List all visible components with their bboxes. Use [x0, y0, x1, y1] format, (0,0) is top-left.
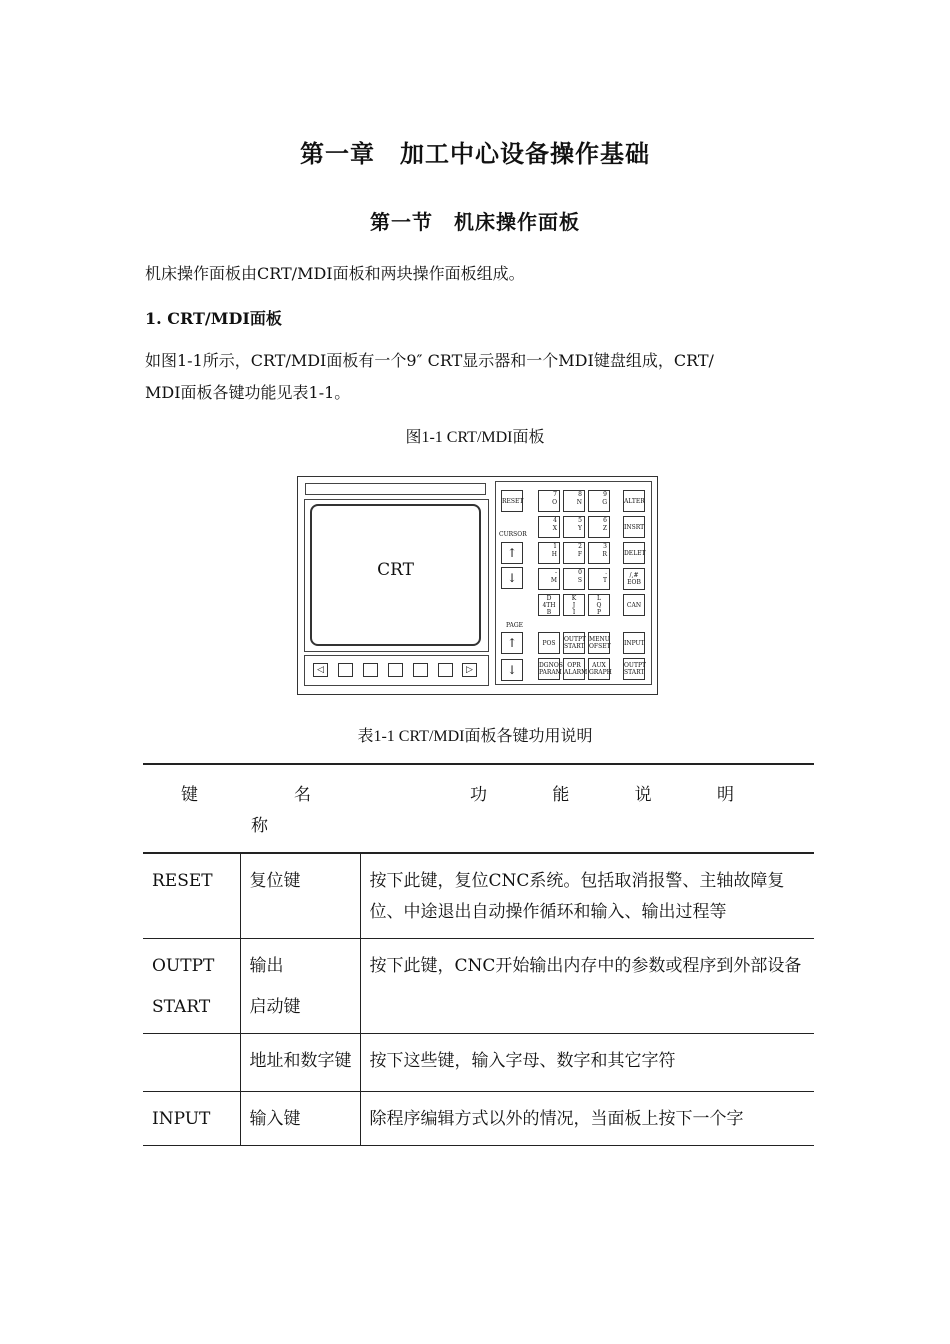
crt-label: CRT — [377, 560, 414, 580]
page-label: PAGE — [506, 622, 523, 629]
cell-key: INPUT — [152, 1109, 211, 1129]
key-k-j-i: K J I — [563, 594, 585, 616]
cell-key — [143, 1034, 240, 1092]
dgnos-param-key: DGNOS PARAM — [538, 658, 560, 680]
opr-alarm-key: OPR ALARM — [563, 658, 585, 680]
table-row — [143, 939, 814, 1034]
key-minus-m: - M — [538, 568, 560, 590]
soft-key — [413, 663, 428, 677]
table-header-row — [143, 764, 814, 853]
menu-ofset-key: MENU OFSET — [588, 632, 610, 654]
cell-desc: 除程序编辑方式以外的情况，当面板上按下一个字 — [360, 1092, 814, 1146]
eob-key: /,# EOB — [623, 568, 645, 590]
body-line-2: MDI面板各键功能见表1-1。 — [145, 383, 351, 402]
cell-name: 输入键 — [240, 1092, 360, 1146]
cell-desc: 按下这些键，输入字母、数字和其它字符 — [360, 1034, 814, 1092]
table-caption: 表1-1 CRT/MDI面板各键功用说明 — [357, 728, 593, 745]
key-4-x: 4 X — [538, 516, 560, 538]
aux-graph-key: AUX GRAPH — [588, 658, 610, 680]
key-1-h: 1 H — [538, 542, 560, 564]
key-3-r: 3 R — [588, 542, 610, 564]
pos-key: POS — [538, 632, 560, 654]
soft-key-left-arrow: ◁ — [313, 663, 328, 677]
key-6-z: 6 Z — [588, 516, 610, 538]
cell-name: 地址和数字键 — [240, 1034, 360, 1092]
panel-top-bar — [305, 483, 486, 495]
key-function-table — [143, 763, 814, 1146]
page-down-key: ↓ — [501, 659, 523, 681]
table-row — [143, 1092, 814, 1146]
outpt-start-key: OUTPT START — [623, 658, 645, 680]
cursor-up-key: ↑ — [501, 542, 523, 564]
key-8-n: 8 N — [563, 490, 585, 512]
cell-name: 输出 启动键 — [240, 939, 360, 1034]
cell-name: 复位键 — [240, 853, 360, 939]
key-2-f: 2 F — [563, 542, 585, 564]
intro-paragraph: 机床操作面板由CRT/MDI面板和两块操作面板组成。 — [145, 264, 525, 283]
figure-caption: 图1-1 CRT/MDI面板 — [405, 429, 545, 446]
cell-desc: 按下此键，复位CNC系统。包括取消报警、主轴故障复位、中途退出自动操作循环和输入、输出过程等 — [360, 853, 814, 939]
header-key-name: 键 名 称 — [181, 785, 311, 836]
soft-key — [438, 663, 453, 677]
can-key: CAN — [623, 594, 645, 616]
subheading: 1. CRT/MDI面板 — [145, 309, 282, 328]
section-title: 第一节 机床操作面板 — [370, 210, 580, 234]
cursor-label: CURSOR — [499, 531, 527, 538]
soft-key — [338, 663, 353, 677]
key-7-o: 7 O — [538, 490, 560, 512]
cell-desc: 按下此键，CNC开始输出内存中的参数或程序到外部设备 — [360, 939, 814, 1034]
body-line-1: 如图1-1所示，CRT/MDI面板有一个9″ CRT显示器和一个MDI键盘组成，CRT/ — [145, 351, 714, 370]
prgrm-key: OUTPT START — [563, 632, 585, 654]
soft-key-right-arrow: ▷ — [462, 663, 477, 677]
alter-key: ALTER — [623, 490, 645, 512]
table-row — [143, 853, 814, 939]
page-up-key: ↑ — [501, 632, 523, 654]
key-dot-t: . T — [588, 568, 610, 590]
key-0-s: 0 S — [563, 568, 585, 590]
input-key: INPUT — [623, 632, 645, 654]
cell-key: OUTPT START — [152, 956, 215, 1017]
cursor-down-key: ↓ — [501, 567, 523, 589]
table-row — [143, 1034, 814, 1092]
key-d-4th-b: D 4TH B — [538, 594, 560, 616]
soft-key — [363, 663, 378, 677]
key-no-l-q-p: L Q P — [588, 594, 610, 616]
delet-key: DELET — [623, 542, 645, 564]
reset-key: RESET — [501, 490, 523, 512]
insrt-key: INSRT — [623, 516, 645, 538]
key-5-y: 5 Y — [563, 516, 585, 538]
key-9-g: 9 G — [588, 490, 610, 512]
cell-key: RESET — [152, 871, 213, 891]
chapter-title: 第一章 加工中心设备操作基础 — [300, 139, 650, 168]
soft-key — [388, 663, 403, 677]
header-function: 功 能 说 明 — [470, 785, 734, 805]
